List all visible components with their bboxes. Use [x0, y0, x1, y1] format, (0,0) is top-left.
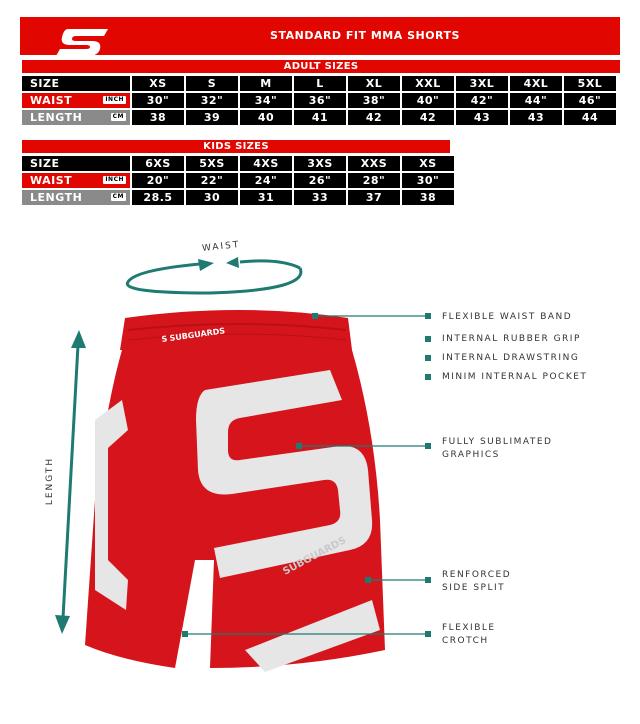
length-cell: 40 — [240, 110, 292, 125]
length-cell: 42 — [348, 110, 400, 125]
length-dimension-label: LENGTH — [45, 456, 56, 506]
page-title: STANDARD FIT MMA SHORTS — [270, 29, 460, 42]
length-cell: 43 — [456, 110, 508, 125]
waist-cell: 20" — [132, 173, 184, 188]
feature-side-split: RENFORCED SIDE SPLIT — [442, 570, 512, 593]
length-cell: 30 — [186, 190, 238, 205]
waist-arrow-icon — [127, 257, 301, 293]
callout-bullet — [425, 577, 431, 583]
feature-waist-band: FLEXIBLE WAIST BAND — [442, 312, 573, 322]
adult-sizes-heading: ADULT SIZES — [22, 60, 620, 73]
brand-text-waistband-label: SUBGUARDS — [169, 326, 226, 343]
length-cell: 28.5 — [132, 190, 184, 205]
feature-pocket: MINIM INTERNAL POCKET — [442, 372, 588, 382]
size-cell: L — [294, 76, 346, 91]
length-cell: 43 — [510, 110, 562, 125]
size-cell: 5XS — [186, 156, 238, 171]
feature-rubber-grip: INTERNAL RUBBER GRIP — [442, 334, 581, 344]
size-cell: XS — [402, 156, 454, 171]
callout-marker — [182, 631, 188, 637]
size-cell: M — [240, 76, 292, 91]
callout-marker — [296, 443, 302, 449]
size-cell: 5XL — [564, 76, 616, 91]
unit-badge: INCH — [105, 176, 124, 183]
length-cell: 39 — [186, 110, 238, 125]
size-cell: 6XS — [132, 156, 184, 171]
size-cell: 4XL — [510, 76, 562, 91]
length-cell: 38 — [132, 110, 184, 125]
waist-cell: 32" — [186, 93, 238, 108]
size-label: SIZE — [22, 76, 130, 91]
waist-cell: 26" — [294, 173, 346, 188]
size-label: SIZE — [22, 156, 130, 171]
waist-cell: 40" — [402, 93, 454, 108]
waist-cell: 28" — [348, 173, 400, 188]
length-cell: 31 — [240, 190, 292, 205]
unit-badge: CM — [112, 193, 124, 200]
waist-cell: 22" — [186, 173, 238, 188]
size-cell: XXS — [348, 156, 400, 171]
callout-bullet — [425, 355, 431, 361]
length-label: LENGTH CM — [22, 110, 130, 125]
size-cell: 3XL — [456, 76, 508, 91]
callout-marker — [312, 313, 318, 319]
waist-cell: 44" — [510, 93, 562, 108]
callout-marker — [365, 577, 371, 583]
size-cell: XXL — [402, 76, 454, 91]
shorts-image — [85, 310, 385, 672]
length-cell: 38 — [402, 190, 454, 205]
waist-cell: 30" — [132, 93, 184, 108]
feature-sublimated-graphics: FULLY SUBLIMATED GRAPHICS — [442, 437, 553, 460]
waist-cell: 34" — [240, 93, 292, 108]
length-arrow-icon — [55, 330, 86, 634]
waist-cell: 36" — [294, 93, 346, 108]
length-cell: 37 — [348, 190, 400, 205]
callout-bullet — [425, 631, 431, 637]
length-cell: 41 — [294, 110, 346, 125]
size-cell: 4XS — [240, 156, 292, 171]
waist-cell: 24" — [240, 173, 292, 188]
kids-sizes-heading: KIDS SIZES — [22, 140, 450, 153]
callout-bullet — [425, 336, 431, 342]
waist-cell: 30" — [402, 173, 454, 188]
callout-bullet — [425, 443, 431, 449]
length-label: LENGTH CM — [22, 190, 130, 205]
callout-bullet — [425, 313, 431, 319]
size-cell: S — [186, 76, 238, 91]
brand-text-leg: SUBGUARDS — [281, 535, 349, 578]
brand-text-waistband: S — [161, 334, 168, 344]
size-cell: 3XS — [294, 156, 346, 171]
size-cell: XS — [132, 76, 184, 91]
length-cell: 44 — [564, 110, 616, 125]
size-cell: XL — [348, 76, 400, 91]
feature-drawstring: INTERNAL DRAWSTRING — [442, 353, 580, 363]
waist-cell: 46" — [564, 93, 616, 108]
length-cell: 42 — [402, 110, 454, 125]
waist-label: WAIST INCH — [22, 173, 130, 188]
waist-cell: 38" — [348, 93, 400, 108]
unit-badge: INCH — [105, 96, 124, 103]
feature-crotch: FLEXIBLE CROTCH — [442, 623, 496, 646]
waist-cell: 42" — [456, 93, 508, 108]
unit-badge: CM — [112, 113, 124, 120]
waist-dimension-label: WAIST — [201, 240, 241, 254]
length-cell: 33 — [294, 190, 346, 205]
callout-bullet — [425, 374, 431, 380]
waist-label: WAIST INCH — [22, 93, 130, 108]
